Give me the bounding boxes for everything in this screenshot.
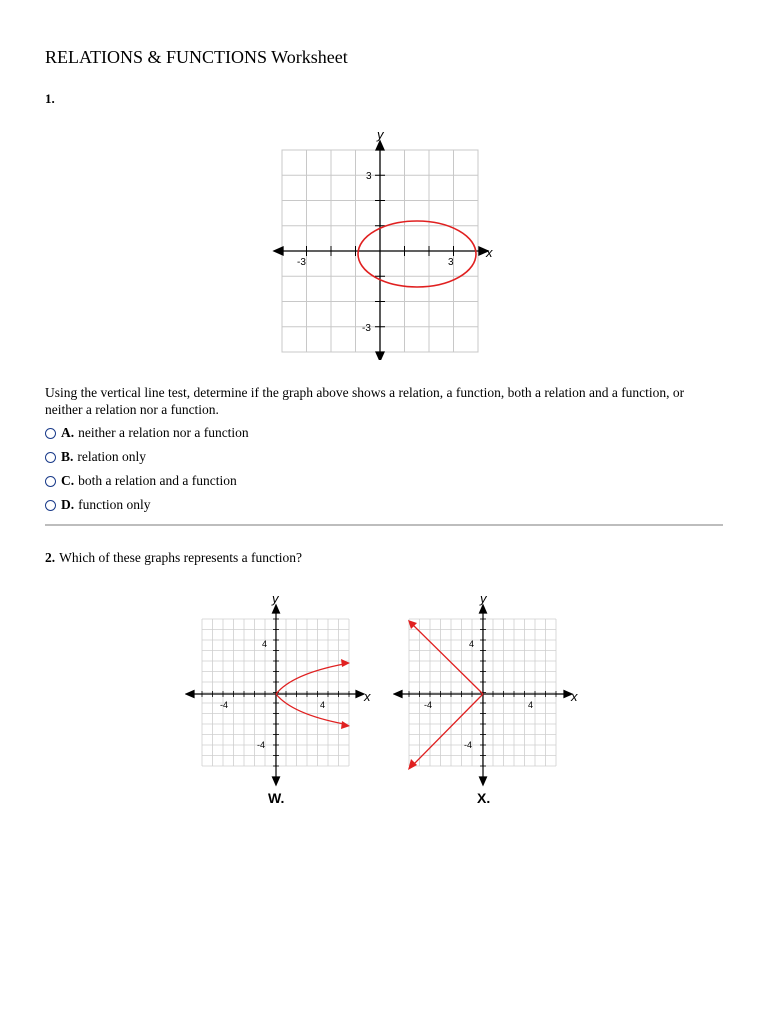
radio-button-icon[interactable] [45,500,56,511]
radio-button-icon[interactable] [45,476,56,487]
y-axis-label: y [480,591,487,606]
question-1-text: Using the vertical line test, determine if the graph above shows a relation, a function, both a relation and a function, or neither a relation nor a function. [45,385,685,417]
y-axis-label: y [272,591,279,606]
tick-label-top: 4 [469,639,475,649]
ellipse-curve [358,221,476,287]
y-axis-down-arrow [480,777,487,785]
option-letter: C. [61,473,75,488]
y-axis-label: y [377,127,384,142]
radio-button-icon[interactable] [45,428,56,439]
question-1-options [45,421,249,517]
y-axis-up-arrow [480,605,487,613]
question-2-number: 2. [45,550,56,565]
option-a[interactable] [45,421,249,445]
option-text: function only [78,497,151,512]
y-axis-up-arrow [376,141,384,150]
option-text: relation only [77,449,146,464]
tick-label-left: -4 [424,700,433,710]
graph-caption: W. [268,790,285,806]
y-axis-down-arrow [376,352,384,360]
graph-caption: X. [477,790,491,806]
graph-x[interactable] [393,585,583,810]
radio-button-icon[interactable] [45,452,56,463]
tick-label-left: -3 [297,257,306,268]
option-letter: A. [61,425,75,440]
option-b[interactable] [45,445,249,469]
option-d[interactable] [45,493,249,517]
question-1-number: 1. [45,91,55,106]
graph-w[interactable] [185,585,375,810]
tick-label-top: 3 [366,171,372,182]
question-1-graph [270,120,500,360]
option-text: neither a relation nor a function [78,425,249,440]
tick-label-bottom: -4 [464,740,473,750]
option-letter: B. [61,449,74,464]
tick-label-left: -4 [220,700,229,710]
x-axis-left-arrow [274,247,283,255]
tick-label-right: 3 [448,257,454,268]
y-axis-up-arrow [273,605,280,613]
x-axis-left-arrow [394,691,402,698]
question-2-text: Which of these graphs represents a function? [59,550,303,565]
tick-label-right: 4 [528,700,534,710]
x-axis-label: x [364,689,371,704]
option-c[interactable] [45,469,249,493]
option-letter: D. [61,497,75,512]
worksheet-title: RELATIONS & FUNCTIONS Worksheet [45,47,348,67]
tick-label-right: 4 [320,700,326,710]
x-axis-label: x [486,245,493,260]
x-axis-label: x [571,689,578,704]
x-axis-right-arrow [356,691,364,698]
section-divider [45,524,723,526]
x-axis-left-arrow [186,691,194,698]
tick-label-top: 4 [262,639,268,649]
y-axis-down-arrow [273,777,280,785]
tick-label-bottom: -3 [362,323,371,334]
question-2 [45,550,302,566]
option-text: both a relation and a function [78,473,237,488]
tick-label-bottom: -4 [257,740,266,750]
